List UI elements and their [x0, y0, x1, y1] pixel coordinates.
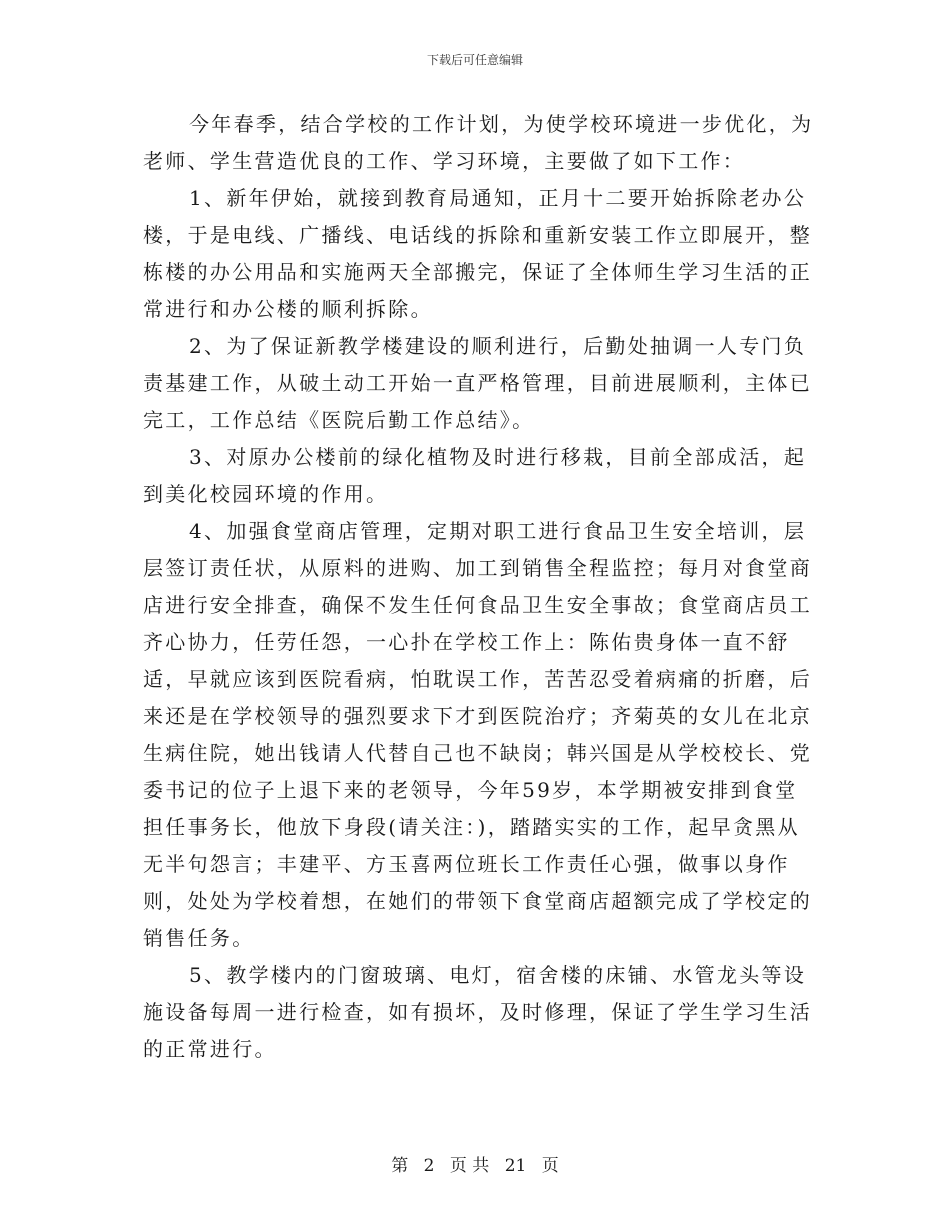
footer-middle: 页 共 — [449, 1156, 490, 1176]
paragraph-item-2: 2、为了保证新教学楼建设的顺利进行，后勤处抽调一人专门负责基建工作，从破土动工开始一直严格管理，目前进展顺利，主体已完工，工作总结《医院后勤工作总结》。 — [143, 334, 812, 432]
paragraph-item-3: 3、对原办公楼前的绿化植物及时进行移栽，目前全部成活，起到美化校园环境的作用。 — [143, 445, 807, 506]
page-header-note: 下载后可任意编辑 — [426, 53, 523, 67]
paragraph-item-1: 1、新年伊始，就接到教育局通知，正月十二要开始拆除老办公楼，于是电线、广播线、电话线的拆除和重新安装工作立即展开，整栋楼的办公用品和实施两天全部搬完，保证了全体师生学习生活的正常进行和办公楼的顺利拆除。 — [143, 186, 812, 321]
current-page-number: 2 — [423, 1156, 435, 1176]
footer-suffix: 页 — [541, 1156, 559, 1176]
paragraph-item-5: 5、教学楼内的门窗玻璃、电灯，宿舍楼的床铺、水管龙头等设施设备每周一进行检查，如有损坏，及时修理，保证了学生学习生活的正常进行。 — [143, 963, 812, 1061]
paragraph-item-4: 4、加强食堂商店管理，定期对职工进行食品卫生安全培训，层层签订责任状，从原料的进购、加工到销售全程监控；每月对食堂商店进行安全排查，确保不发生任何食品卫生安全事故；食堂商店员工齐心协力，任劳任怨，一心扑在学校工作上：陈佑贵身体一直不舒适，早就应该到医院看病，怕耽误工作，苦苦忍受着病痛的折磨，后来还是在学校领导的强烈要求下才到医院治疗；齐菊英的女儿在北京生病住院，她出钱请人代替自己也不缺岗；韩兴国是从学校校长、党委书记的位子上退下来的老领导，今年59岁，本学期被安排到食堂担任事务长，他放下身段(请关注：)，踏踏实实的工作，起早贪黑从无半句怨言；丰建平、方玉喜两位班长工作责任心强，做事以身作则，处处为学校着想，在她们的带领下食堂商店超额完成了学校定的销售任务。 — [143, 519, 812, 950]
footer-prefix: 第 — [391, 1156, 409, 1176]
paragraph-intro: 今年春季，结合学校的工作计划，为使学校环境进一步优化，为老师、学生营造优良的工作、学习环境，主要做了如下工作： — [143, 112, 814, 173]
total-page-count: 21 — [504, 1156, 527, 1176]
document-body — [143, 106, 818, 1068]
page-number-footer — [0, 1155, 950, 1177]
